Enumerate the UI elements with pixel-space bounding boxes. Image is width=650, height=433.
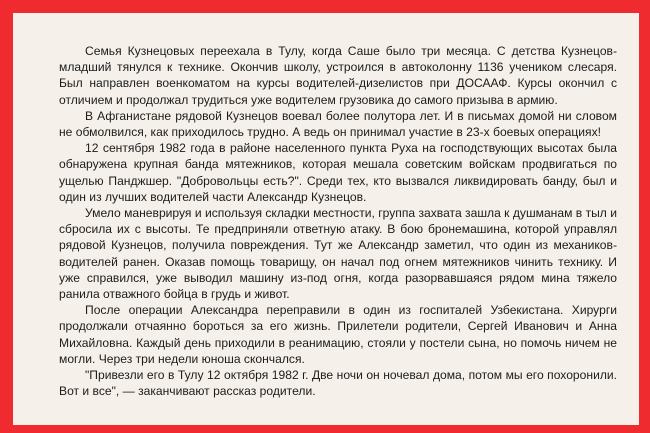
paragraph-hospital: После операции Александра переправили в один из госпиталей Узбекистана. Хирурги продолжали отчаянно бороться за его жизнь. Прилетели родители, Сергей Иванович и Анна Михайловна. Каждый день приходили в реанимацию, стояли у постели сына, но помочь ничем не могли. Через три недели юноша скончался.: [59, 303, 617, 366]
paragraph-battle: Умело маневрируя и используя складки местности, группа захвата зашла к душманам в тыл и сбросила их с высоты. Те предприняли ответную атаку. В бою бронемашина, которой управлял рядовой Кузнецов, получила повреждения. Тут же Александр заметил, что один из механиков-водителей ранен. Оказав помощь товарищу, он начал под огнем мятежников чинить технику. И уже справился, уже выводил машину из-под огня, когда разорвавшаяся рядом мина тяжело ранила отважного бойца в грудь и живот.: [59, 206, 617, 302]
article-text: [59, 43, 617, 399]
paragraph-afghanistan: В Афганистане рядовой Кузнецов воевал более полутора лет. И в письмах домой ни словом не обмолвился, как приходилось трудно. А ведь он принимал участие в 23-х боевых операциях!: [59, 108, 617, 140]
page-sheet: [13, 13, 639, 425]
paragraph-family: Семья Кузнецовых переехала в Тулу, когда Саше было три месяца. С детства Кузнецов-младший тянулся к технике. Окончив школу, устроился в автоколонну 1136 учеником слесаря. Был направлен военкоматом на курсы водителей-дизелистов при ДОСААФ. Курсы окончил с отличием и продолжал трудиться уже водителем грузовика до самого призыва в армию.: [59, 44, 617, 107]
paragraph-september-12: 12 сентября 1982 года в районе населенного пункта Руха на господствующих высотах была обнаружена крупная банда мятежников, которая мешала советским войскам продвигаться по ущелью Панджшер. "Добровольцы есть?". Среди тех, кто вызвался ликвидировать банду, был и один из лучших водителей части Александр Кузнецов.: [59, 141, 617, 204]
paragraph-parents-quote: "Привезли его в Тулу 12 октября 1982 г. Две ночи он ночевал дома, потом мы его похоронили. Вот и все", — заканчивают рассказ родители.: [59, 368, 617, 399]
